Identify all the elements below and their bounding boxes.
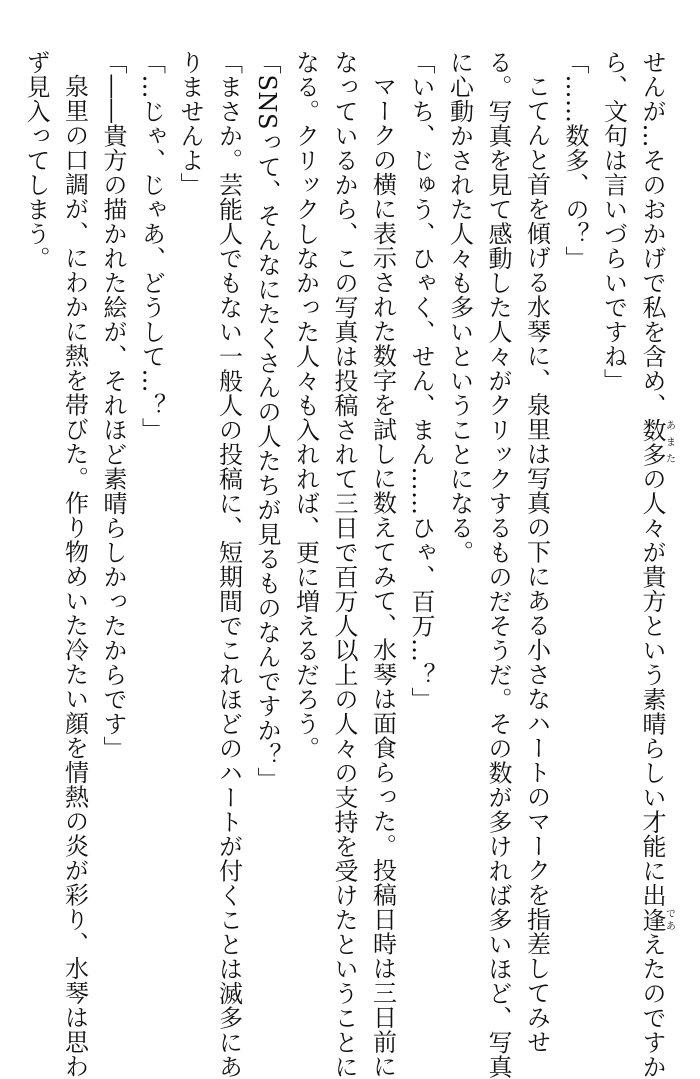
ruby-word: 逢であ xyxy=(638,907,675,932)
text-line: りませんよ」 xyxy=(176,50,204,197)
text-line: る。写真を見て感動した人々がクリックするものだそうだ。その数が多ければ多いほど、写真 xyxy=(484,50,512,1079)
text-line: に心動かされた人々も多いということになる。 xyxy=(445,50,474,565)
text-line: マークの横に表示された数字を試しに数えてみて、水琴は面食らった。投稿日時は三日前に xyxy=(368,74,397,1079)
text-line: ら、文句は言いづらいですね」 xyxy=(599,50,628,393)
text-line: 泉里の口調が、にわかに熱を帯びた。作り物めいた冷たい顔を情熱の炎が彩り、水琴は思わ xyxy=(60,74,89,1079)
dialogue-line: 「SNSって、そんなにたくさんの人たちが見るものなんですか？」 xyxy=(253,50,281,792)
text-line: なる。クリックしなかった人々も入れれば、更に増えるだろう。 xyxy=(291,50,320,761)
ruby-word: 数多あまた xyxy=(638,417,675,467)
text-line: なっているから、この写真は投稿されて三日で百万人以上の人々の支持を受けたということに xyxy=(330,50,358,1079)
dialogue-line: 「――貴方の描かれた絵が、それほど素晴らしかったからです」 xyxy=(99,50,127,761)
vertical-text-body xyxy=(17,50,675,1079)
text-line: ず見入ってしまう。 xyxy=(22,50,50,271)
line-text: せんが…そのおかげで私を含め、 xyxy=(638,50,666,418)
dialogue-line: 「……数多、の？」 xyxy=(561,50,589,271)
dialogue-line: 「まさか。芸能人でもない一般人の投稿に、短期間でこれほどのハートが付くことは滅多にあ xyxy=(214,50,243,1079)
dialogue-line: 「いち、じゅう、ひゃく、せん、まん……ひゃ、百万…？」 xyxy=(407,50,435,712)
text-line: こてんと首を傾げる水琴に、泉里は写真の下にある小さなハートのマークを指差してみせ xyxy=(522,74,551,1054)
dialogue-line: 「…じゃ、じゃあ、どうして…？」 xyxy=(137,50,166,442)
text-line: せんが…そのおかげで私を含め、数多あまたの人々が貴方という素晴らしい才能に出逢であえたのですか xyxy=(638,50,675,1079)
